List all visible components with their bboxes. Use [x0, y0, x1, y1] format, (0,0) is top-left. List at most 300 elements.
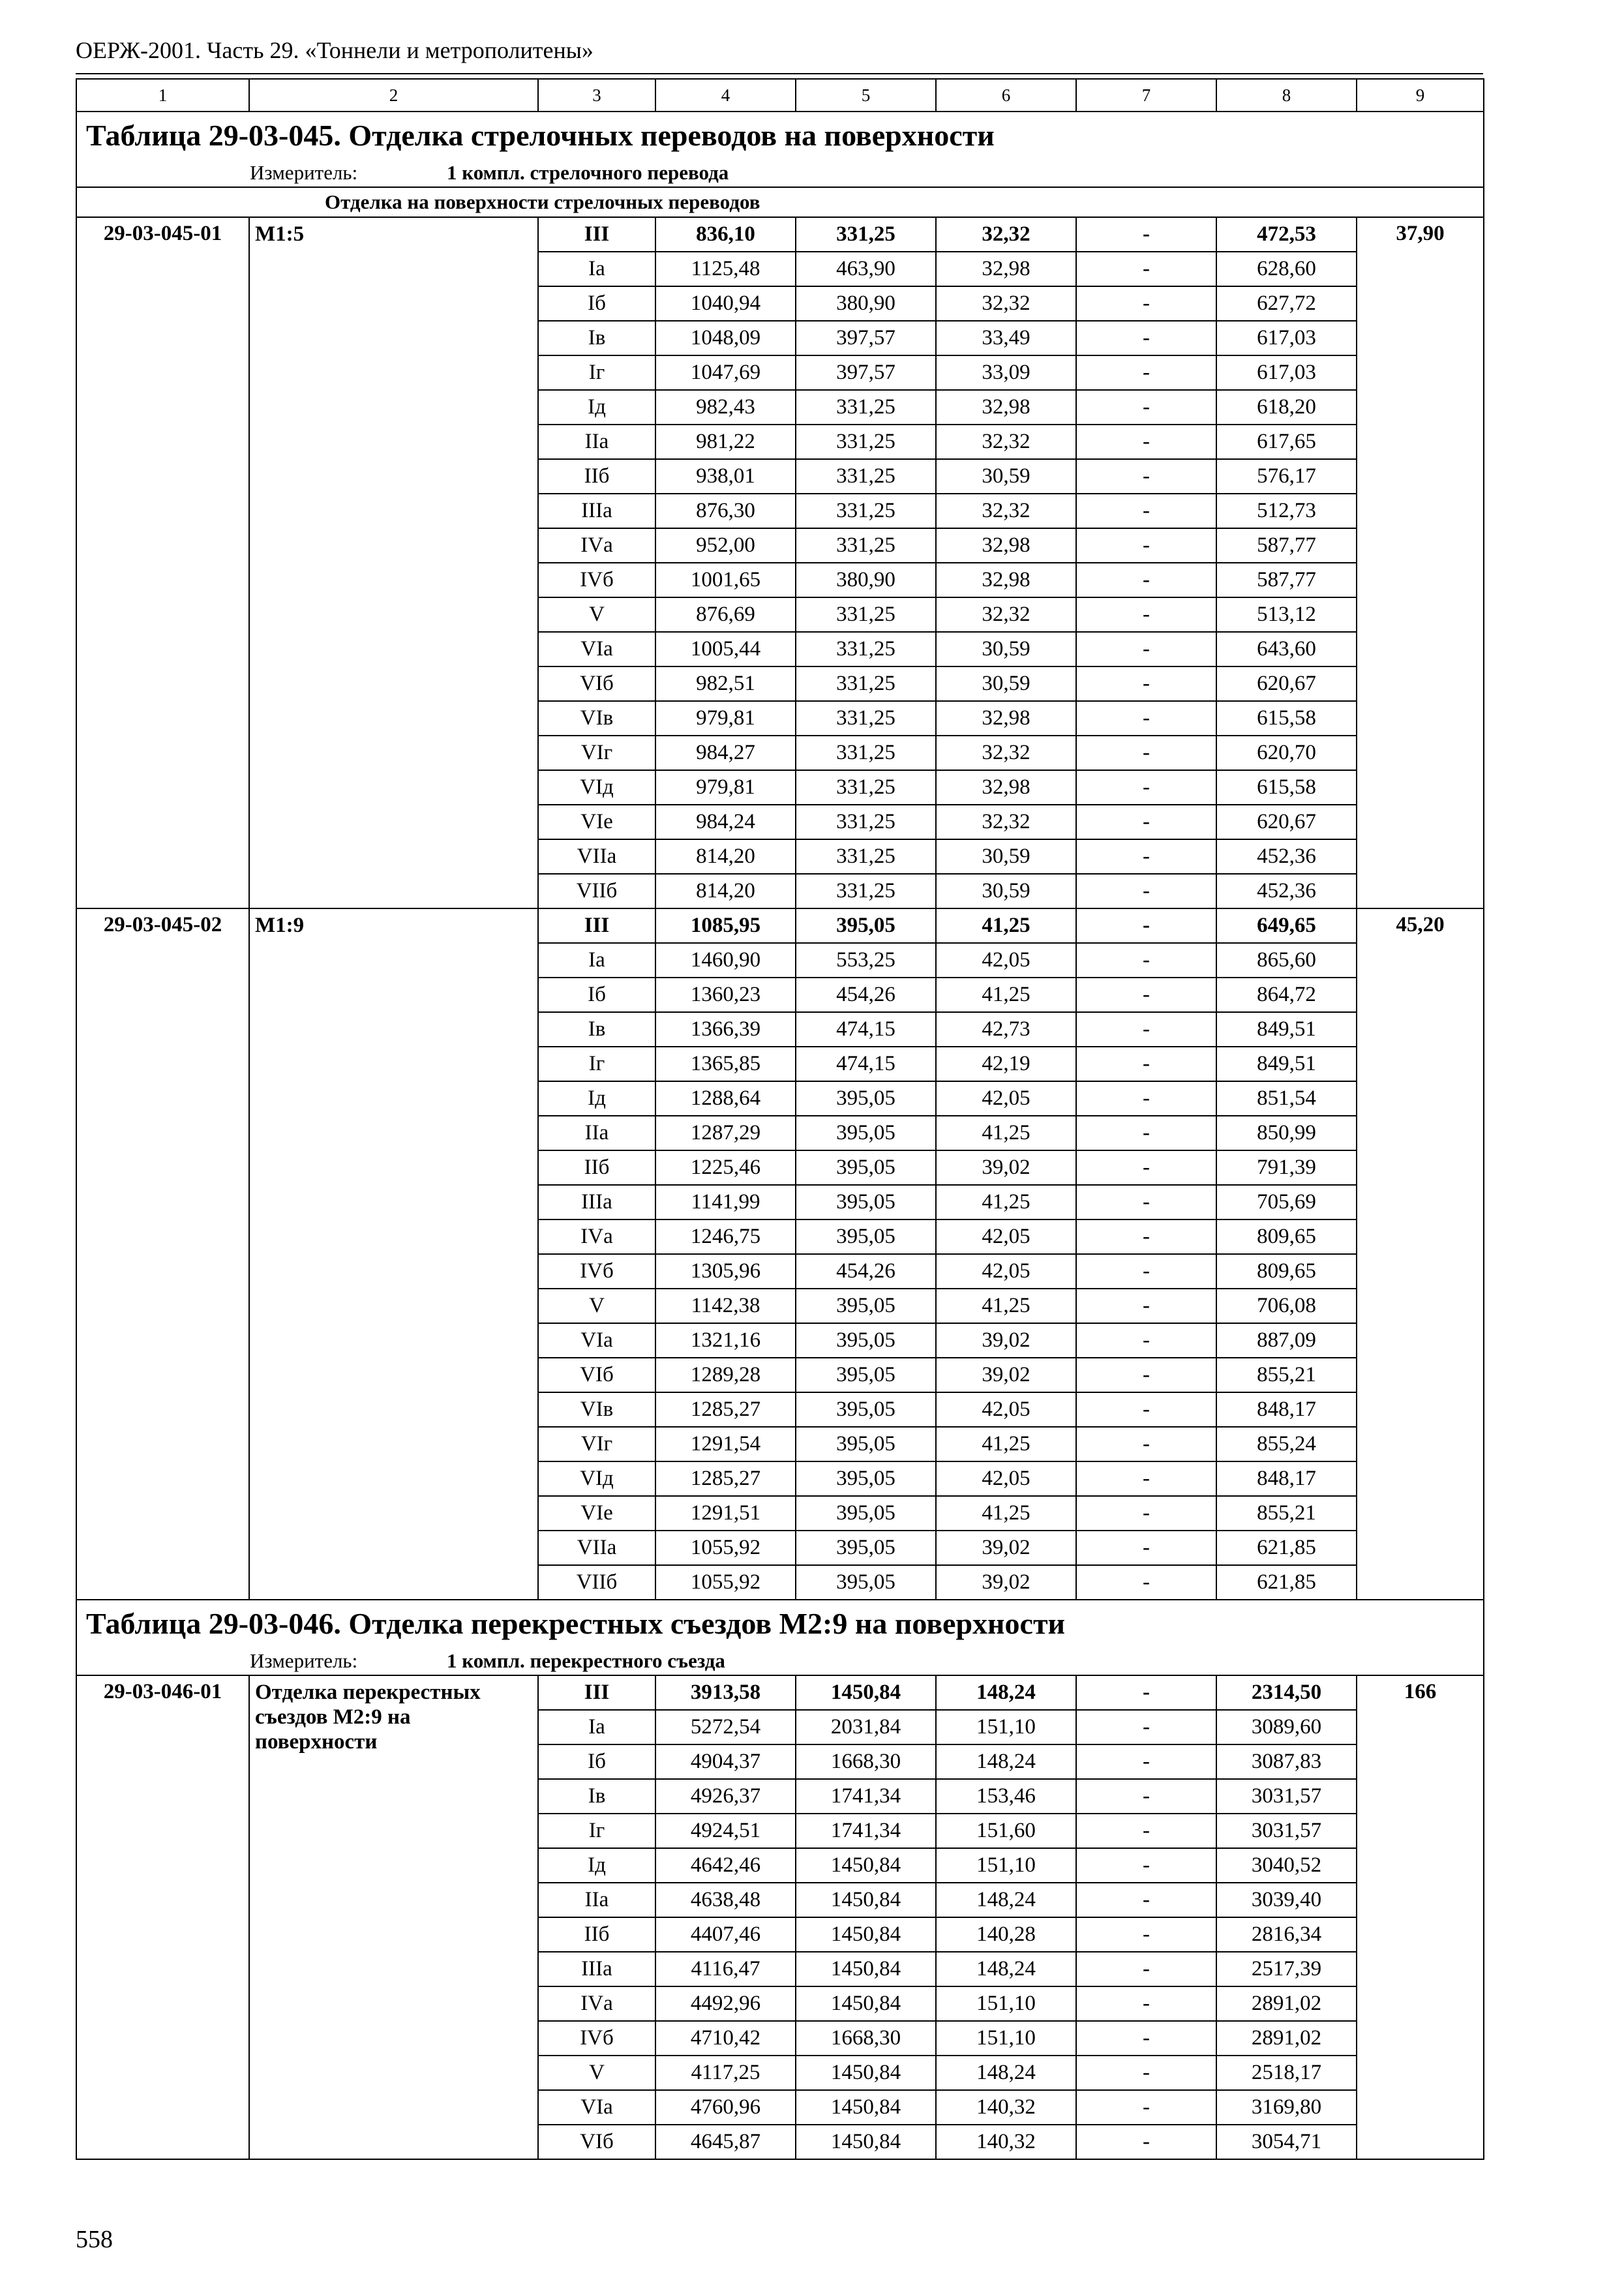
wages: 331,25	[796, 874, 936, 908]
rate-code: 29-03-046-01	[76, 1675, 249, 2159]
zone: VIв	[538, 1392, 655, 1427]
wages: 1450,84	[796, 1952, 936, 1986]
wages: 395,05	[796, 1461, 936, 1496]
zone: V	[538, 2056, 655, 2090]
materials-cost: 851,54	[1216, 1081, 1357, 1116]
total-cost: 982,43	[655, 390, 796, 425]
materials-cost: 3031,57	[1216, 1814, 1357, 1848]
zone: IIб	[538, 459, 655, 494]
zone: IVб	[538, 2021, 655, 2056]
total-cost: 4638,48	[655, 1883, 796, 1917]
total-cost: 4116,47	[655, 1952, 796, 1986]
materials-cost: 576,17	[1216, 459, 1357, 494]
zone: IIа	[538, 1883, 655, 1917]
machinist-wages: -	[1076, 2090, 1216, 2125]
machine-cost: 140,32	[936, 2090, 1076, 2125]
materials-cost: 3169,80	[1216, 2090, 1357, 2125]
rate-name: М1:9	[249, 908, 538, 1600]
total-cost: 4904,37	[655, 1744, 796, 1779]
machine-cost: 41,25	[936, 1185, 1076, 1219]
wages: 1668,30	[796, 1744, 936, 1779]
machinist-wages: -	[1076, 943, 1216, 978]
wages: 331,25	[796, 839, 936, 874]
machinist-wages: -	[1076, 770, 1216, 805]
wages: 331,25	[796, 805, 936, 839]
machine-cost: 39,02	[936, 1150, 1076, 1185]
machine-cost: 30,59	[936, 632, 1076, 666]
machinist-wages: -	[1076, 1461, 1216, 1496]
wages: 331,25	[796, 770, 936, 805]
machinist-wages: -	[1076, 1779, 1216, 1814]
wages: 395,05	[796, 1531, 936, 1565]
wages: 331,25	[796, 701, 936, 736]
machine-cost: 151,10	[936, 1848, 1076, 1883]
total-cost: 981,22	[655, 425, 796, 459]
machinist-wages: -	[1076, 2125, 1216, 2159]
wages: 1450,84	[796, 1917, 936, 1952]
machine-cost: 32,98	[936, 528, 1076, 563]
labor-cost: 45,20	[1357, 908, 1484, 1600]
zone: IVа	[538, 1986, 655, 2021]
zone: VIа	[538, 1323, 655, 1358]
machine-cost: 42,05	[936, 1081, 1076, 1116]
wages: 553,25	[796, 943, 936, 978]
header-rule	[76, 73, 1483, 74]
zone: VIIа	[538, 839, 655, 874]
total-cost: 1055,92	[655, 1565, 796, 1600]
wages: 2031,84	[796, 1710, 936, 1744]
machinist-wages: -	[1076, 597, 1216, 632]
wages: 380,90	[796, 563, 936, 597]
zone: VIIа	[538, 1531, 655, 1565]
measure-value: 1 компл. стрелочного перевода	[447, 160, 729, 184]
zone: Iа	[538, 252, 655, 286]
machinist-wages: -	[1076, 805, 1216, 839]
machinist-wages: -	[1076, 494, 1216, 528]
machine-cost: 42,73	[936, 1012, 1076, 1047]
zone: VIд	[538, 1461, 655, 1496]
total-cost: 1460,90	[655, 943, 796, 978]
machinist-wages: -	[1076, 1323, 1216, 1358]
page-number: 558	[76, 2226, 113, 2253]
column-number: 3	[538, 79, 655, 112]
wages: 395,05	[796, 1185, 936, 1219]
machinist-wages: -	[1076, 1047, 1216, 1081]
machinist-wages: -	[1076, 1531, 1216, 1565]
total-cost: 1001,65	[655, 563, 796, 597]
wages: 1450,84	[796, 1848, 936, 1883]
zone: VIб	[538, 2125, 655, 2159]
materials-cost: 512,73	[1216, 494, 1357, 528]
materials-cost: 617,03	[1216, 355, 1357, 390]
zone: Iа	[538, 1710, 655, 1744]
machinist-wages: -	[1076, 459, 1216, 494]
machine-cost: 151,10	[936, 1710, 1076, 1744]
materials-cost: 2518,17	[1216, 2056, 1357, 2090]
machine-cost: 41,25	[936, 1289, 1076, 1323]
materials-cost: 848,17	[1216, 1461, 1357, 1496]
machinist-wages: -	[1076, 2021, 1216, 2056]
machinist-wages: -	[1076, 978, 1216, 1012]
total-cost: 814,20	[655, 839, 796, 874]
materials-cost: 620,70	[1216, 736, 1357, 770]
wages: 395,05	[796, 1323, 936, 1358]
machine-cost: 151,10	[936, 2021, 1076, 2056]
zone: IIб	[538, 1917, 655, 1952]
machine-cost: 32,98	[936, 390, 1076, 425]
wages: 1450,84	[796, 2090, 936, 2125]
machinist-wages: -	[1076, 1358, 1216, 1392]
wages: 1741,34	[796, 1779, 936, 1814]
machinist-wages: -	[1076, 1116, 1216, 1150]
wages: 395,05	[796, 1496, 936, 1531]
machine-cost: 32,98	[936, 701, 1076, 736]
machine-cost: 32,98	[936, 563, 1076, 597]
wages: 395,05	[796, 1358, 936, 1392]
zone: VIа	[538, 2090, 655, 2125]
machinist-wages: -	[1076, 666, 1216, 701]
total-cost: 4492,96	[655, 1986, 796, 2021]
wages: 397,57	[796, 321, 936, 355]
materials-cost: 887,09	[1216, 1323, 1357, 1358]
materials-cost: 628,60	[1216, 252, 1357, 286]
machinist-wages: -	[1076, 528, 1216, 563]
machinist-wages: -	[1076, 1427, 1216, 1461]
rate-name: М1:5	[249, 217, 538, 908]
total-cost: 876,69	[655, 597, 796, 632]
materials-cost: 618,20	[1216, 390, 1357, 425]
column-number: 2	[249, 79, 538, 112]
materials-cost: 705,69	[1216, 1185, 1357, 1219]
materials-cost: 620,67	[1216, 805, 1357, 839]
total-cost: 1366,39	[655, 1012, 796, 1047]
machine-cost: 42,19	[936, 1047, 1076, 1081]
materials-cost: 452,36	[1216, 839, 1357, 874]
total-cost: 1287,29	[655, 1116, 796, 1150]
wages: 331,25	[796, 632, 936, 666]
materials-cost: 809,65	[1216, 1219, 1357, 1254]
materials-cost: 855,21	[1216, 1496, 1357, 1531]
total-cost: 982,51	[655, 666, 796, 701]
materials-cost: 855,24	[1216, 1427, 1357, 1461]
total-cost: 814,20	[655, 874, 796, 908]
measure-label: Измеритель:	[250, 1649, 358, 1672]
total-cost: 1288,64	[655, 1081, 796, 1116]
total-cost: 1285,27	[655, 1392, 796, 1427]
machinist-wages: -	[1076, 286, 1216, 321]
machinist-wages: -	[1076, 1496, 1216, 1531]
wages: 331,25	[796, 494, 936, 528]
machinist-wages: -	[1076, 321, 1216, 355]
machinist-wages: -	[1076, 1081, 1216, 1116]
rate-name: Отделка перекрестных съездов М2:9 на поверхности	[249, 1675, 538, 2159]
total-cost: 1291,51	[655, 1496, 796, 1531]
measure-row	[76, 158, 1484, 187]
total-cost: 1125,48	[655, 252, 796, 286]
total-cost: 4710,42	[655, 2021, 796, 2056]
machinist-wages: -	[1076, 701, 1216, 736]
machinist-wages: -	[1076, 839, 1216, 874]
total-cost: 1291,54	[655, 1427, 796, 1461]
section-row	[76, 187, 1484, 217]
machine-cost: 42,05	[936, 1461, 1076, 1496]
zone: Iд	[538, 1081, 655, 1116]
machine-cost: 32,32	[936, 286, 1076, 321]
zone: IVа	[538, 528, 655, 563]
machinist-wages: -	[1076, 1012, 1216, 1047]
materials-cost: 621,85	[1216, 1565, 1357, 1600]
machine-cost: 151,60	[936, 1814, 1076, 1848]
zone: VIб	[538, 1358, 655, 1392]
total-cost: 1040,94	[655, 286, 796, 321]
machine-cost: 41,25	[936, 908, 1076, 943]
materials-cost: 452,36	[1216, 874, 1357, 908]
materials-cost: 513,12	[1216, 597, 1357, 632]
materials-cost: 620,67	[1216, 666, 1357, 701]
zone: Iд	[538, 390, 655, 425]
materials-cost: 621,85	[1216, 1531, 1357, 1565]
zone: Iв	[538, 1779, 655, 1814]
machine-cost: 148,24	[936, 1675, 1076, 1710]
wages: 474,15	[796, 1012, 936, 1047]
machinist-wages: -	[1076, 874, 1216, 908]
machine-cost: 32,32	[936, 494, 1076, 528]
machine-cost: 41,25	[936, 978, 1076, 1012]
wages: 1450,84	[796, 2125, 936, 2159]
wages: 331,25	[796, 459, 936, 494]
measure-label: Измеритель:	[250, 160, 358, 184]
wages: 1450,84	[796, 1883, 936, 1917]
column-numbers-row	[76, 79, 1484, 112]
machine-cost: 39,02	[936, 1531, 1076, 1565]
machinist-wages: -	[1076, 1150, 1216, 1185]
column-number: 4	[655, 79, 796, 112]
materials-cost: 3087,83	[1216, 1744, 1357, 1779]
total-cost: 984,27	[655, 736, 796, 770]
zone: IIIа	[538, 494, 655, 528]
zone: VIа	[538, 632, 655, 666]
materials-cost: 864,72	[1216, 978, 1357, 1012]
zone: VIв	[538, 701, 655, 736]
machine-cost: 42,05	[936, 1392, 1076, 1427]
total-cost: 1055,92	[655, 1531, 796, 1565]
wages: 474,15	[796, 1047, 936, 1081]
machine-cost: 148,24	[936, 1883, 1076, 1917]
wages: 1450,84	[796, 1675, 936, 1710]
total-cost: 4407,46	[655, 1917, 796, 1952]
wages: 331,25	[796, 217, 936, 252]
total-cost: 836,10	[655, 217, 796, 252]
materials-cost: 2816,34	[1216, 1917, 1357, 1952]
machinist-wages: -	[1076, 355, 1216, 390]
wages: 1450,84	[796, 1986, 936, 2021]
zone: Iг	[538, 355, 655, 390]
machine-cost: 41,25	[936, 1427, 1076, 1461]
zone: VIд	[538, 770, 655, 805]
total-cost: 4926,37	[655, 1779, 796, 1814]
materials-cost: 849,51	[1216, 1047, 1357, 1081]
total-cost: 4924,51	[655, 1814, 796, 1848]
wages: 454,26	[796, 978, 936, 1012]
materials-cost: 3040,52	[1216, 1848, 1357, 1883]
machine-cost: 30,59	[936, 839, 1076, 874]
wages: 395,05	[796, 1289, 936, 1323]
machinist-wages: -	[1076, 1392, 1216, 1427]
wages: 380,90	[796, 286, 936, 321]
machinist-wages: -	[1076, 1185, 1216, 1219]
machine-cost: 148,24	[936, 1744, 1076, 1779]
materials-cost: 2517,39	[1216, 1952, 1357, 1986]
materials-cost: 3089,60	[1216, 1710, 1357, 1744]
machine-cost: 32,32	[936, 425, 1076, 459]
table-title-row	[76, 1600, 1484, 1647]
total-cost: 979,81	[655, 770, 796, 805]
materials-cost: 615,58	[1216, 701, 1357, 736]
rate-code: 29-03-045-01	[76, 217, 249, 908]
measure-value: 1 компл. перекрестного съезда	[447, 1649, 725, 1672]
materials-cost: 2314,50	[1216, 1675, 1357, 1710]
materials-cost: 809,65	[1216, 1254, 1357, 1289]
column-number: 8	[1216, 79, 1357, 112]
zone: Iб	[538, 978, 655, 1012]
machine-cost: 39,02	[936, 1565, 1076, 1600]
zone: V	[538, 1289, 655, 1323]
machinist-wages: -	[1076, 1289, 1216, 1323]
wages: 1668,30	[796, 2021, 936, 2056]
materials-cost: 855,21	[1216, 1358, 1357, 1392]
machine-cost: 41,25	[936, 1116, 1076, 1150]
machinist-wages: -	[1076, 908, 1216, 943]
machine-cost: 30,59	[936, 666, 1076, 701]
materials-cost: 3054,71	[1216, 2125, 1357, 2159]
machine-cost: 33,49	[936, 321, 1076, 355]
wages: 331,25	[796, 528, 936, 563]
machinist-wages: -	[1076, 1219, 1216, 1254]
materials-cost: 627,72	[1216, 286, 1357, 321]
total-cost: 952,00	[655, 528, 796, 563]
machinist-wages: -	[1076, 1883, 1216, 1917]
total-cost: 979,81	[655, 701, 796, 736]
wages: 395,05	[796, 1219, 936, 1254]
zone: VIе	[538, 805, 655, 839]
wages: 454,26	[796, 1254, 936, 1289]
zone: V	[538, 597, 655, 632]
total-cost: 984,24	[655, 805, 796, 839]
column-number: 7	[1076, 79, 1216, 112]
machinist-wages: -	[1076, 1254, 1216, 1289]
machinist-wages: -	[1076, 1986, 1216, 2021]
machinist-wages: -	[1076, 1565, 1216, 1600]
rate-code: 29-03-045-02	[76, 908, 249, 1600]
total-cost: 1365,85	[655, 1047, 796, 1081]
wages: 395,05	[796, 1392, 936, 1427]
machinist-wages: -	[1076, 563, 1216, 597]
zone: III	[538, 1675, 655, 1710]
total-cost: 938,01	[655, 459, 796, 494]
zone: VIг	[538, 1427, 655, 1461]
zone: VIб	[538, 666, 655, 701]
total-cost: 4642,46	[655, 1848, 796, 1883]
total-cost: 4645,87	[655, 2125, 796, 2159]
machine-cost: 30,59	[936, 459, 1076, 494]
machinist-wages: -	[1076, 2056, 1216, 2090]
materials-cost: 2891,02	[1216, 2021, 1357, 2056]
section-title: Отделка на поверхности стрелочных переводов	[76, 187, 1484, 217]
total-cost: 3913,58	[655, 1675, 796, 1710]
table-row	[76, 908, 1484, 943]
total-cost: 1289,28	[655, 1358, 796, 1392]
machine-cost: 32,98	[936, 770, 1076, 805]
total-cost: 1225,46	[655, 1150, 796, 1185]
price-table	[76, 78, 1484, 2160]
zone: Iд	[538, 1848, 655, 1883]
zone: Iб	[538, 286, 655, 321]
table-row	[76, 1675, 1484, 1710]
machine-cost: 33,09	[936, 355, 1076, 390]
wages: 331,25	[796, 425, 936, 459]
column-number: 6	[936, 79, 1076, 112]
zone: III	[538, 217, 655, 252]
total-cost: 876,30	[655, 494, 796, 528]
machine-cost: 148,24	[936, 1952, 1076, 1986]
machine-cost: 32,98	[936, 252, 1076, 286]
materials-cost: 791,39	[1216, 1150, 1357, 1185]
machine-cost: 153,46	[936, 1779, 1076, 1814]
materials-cost: 617,65	[1216, 425, 1357, 459]
zone: Iб	[538, 1744, 655, 1779]
zone: IIIа	[538, 1952, 655, 1986]
zone: Iа	[538, 943, 655, 978]
total-cost: 1085,95	[655, 908, 796, 943]
total-cost: 1321,16	[655, 1323, 796, 1358]
zone: IIIа	[538, 1185, 655, 1219]
machine-cost: 140,32	[936, 2125, 1076, 2159]
materials-cost: 850,99	[1216, 1116, 1357, 1150]
zone: VIг	[538, 736, 655, 770]
machine-cost: 42,05	[936, 1219, 1076, 1254]
materials-cost: 3039,40	[1216, 1883, 1357, 1917]
zone: Iг	[538, 1047, 655, 1081]
total-cost: 1141,99	[655, 1185, 796, 1219]
machinist-wages: -	[1076, 252, 1216, 286]
machine-cost: 148,24	[936, 2056, 1076, 2090]
machine-cost: 32,32	[936, 805, 1076, 839]
wages: 395,05	[796, 1081, 936, 1116]
materials-cost: 849,51	[1216, 1012, 1357, 1047]
table-row	[76, 217, 1484, 252]
machinist-wages: -	[1076, 1917, 1216, 1952]
wages: 331,25	[796, 666, 936, 701]
zone: III	[538, 908, 655, 943]
machinist-wages: -	[1076, 632, 1216, 666]
machinist-wages: -	[1076, 1814, 1216, 1848]
materials-cost: 3031,57	[1216, 1779, 1357, 1814]
materials-cost: 649,65	[1216, 908, 1357, 943]
machine-cost: 42,05	[936, 943, 1076, 978]
wages: 331,25	[796, 390, 936, 425]
machinist-wages: -	[1076, 1710, 1216, 1744]
machine-cost: 151,10	[936, 1986, 1076, 2021]
wages: 395,05	[796, 1116, 936, 1150]
materials-cost: 615,58	[1216, 770, 1357, 805]
machine-cost: 32,32	[936, 597, 1076, 632]
zone: IIа	[538, 425, 655, 459]
wages: 463,90	[796, 252, 936, 286]
materials-cost: 587,77	[1216, 528, 1357, 563]
measure-row	[76, 1647, 1484, 1675]
wages: 331,25	[796, 736, 936, 770]
wages: 395,05	[796, 908, 936, 943]
